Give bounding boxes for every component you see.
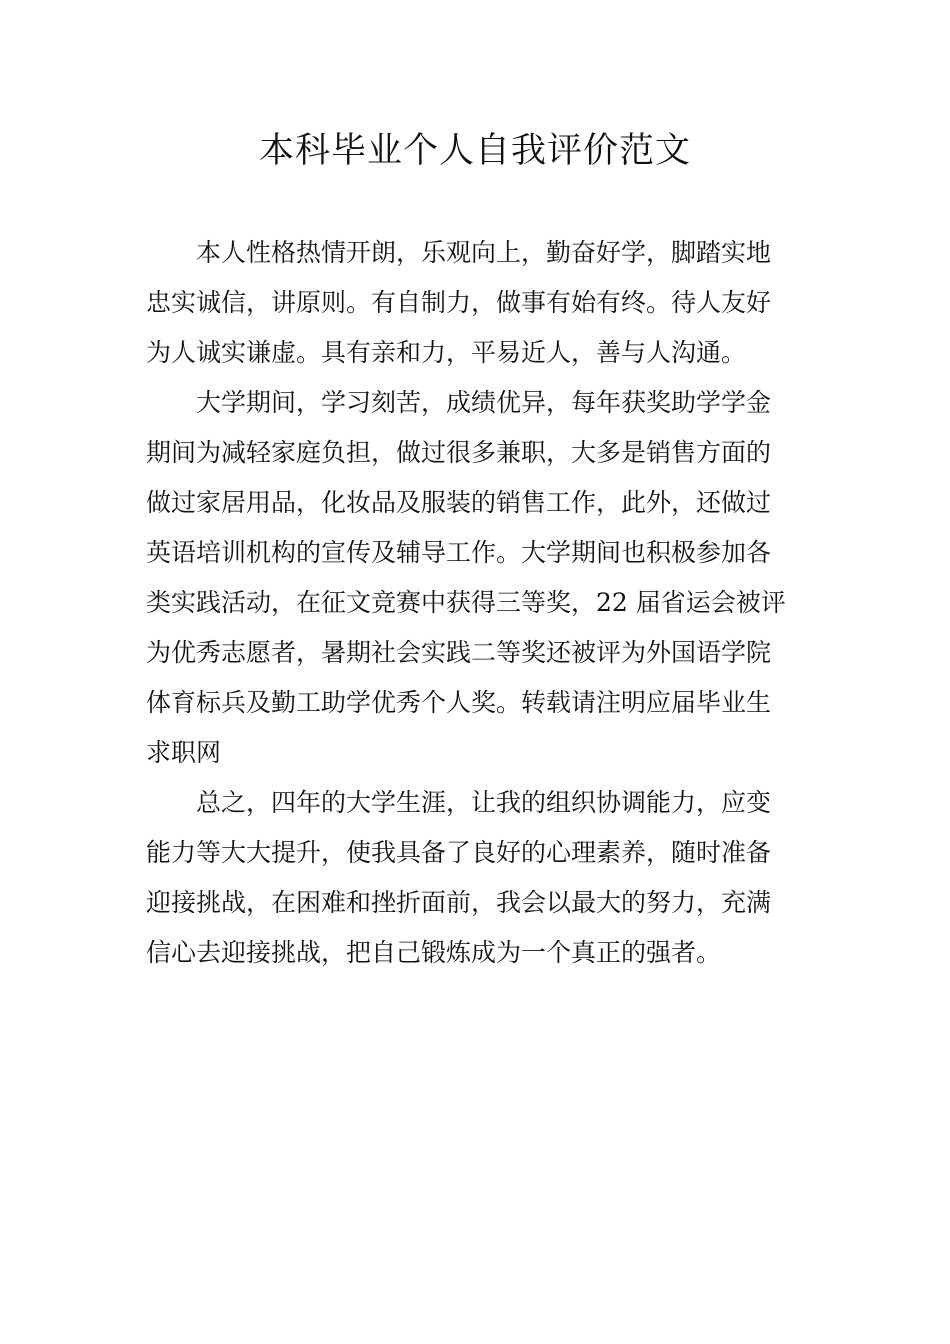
paragraph-line: 大学期间，学习刻苦，成绩优异，每年获奖助学学金 — [196, 388, 772, 417]
document-body — [146, 228, 808, 978]
paragraph-1 — [146, 228, 808, 378]
paragraph-line: 体育标兵及勤工助学优秀个人奖。转载请注明应届毕业生 — [146, 688, 772, 717]
paragraph-line: 做过家居用品，化妆品及服装的销售工作，此外，还做过 — [146, 488, 772, 517]
paragraph-2 — [146, 378, 808, 778]
document-title: 本科毕业个人自我评价范文 — [258, 131, 691, 171]
paragraph-line: 总之，四年的大学生涯，让我的组织协调能力，应变 — [196, 788, 772, 817]
paragraph-line: 期间为减轻家庭负担，做过很多兼职，大多是销售方面的 — [146, 438, 772, 467]
paragraph-3 — [146, 778, 808, 978]
paragraph-line: 信心去迎接挑战，把自己锻炼成为一个真正的强者。 — [146, 938, 722, 967]
paragraph-line: 能力等大大提升，使我具备了良好的心理素养，随时准备 — [146, 838, 772, 867]
paragraph-line: 类实践活动，在征文竞赛中获得三等奖，22 届省运会被评 — [146, 588, 786, 617]
paragraph-line: 本人性格热情开朗，乐观向上，勤奋好学，脚踏实地 — [196, 238, 772, 267]
paragraph-line: 迎接挑战，在困难和挫折面前，我会以最大的努力，充满 — [146, 888, 772, 917]
paragraph-line: 为人诚实谦虚。具有亲和力，平易近人，善与人沟通。 — [146, 338, 747, 367]
paragraph-line: 忠实诚信，讲原则。有自制力，做事有始有终。待人友好 — [146, 288, 772, 317]
paragraph-line: 求职网 — [146, 738, 222, 767]
paragraph-line: 英语培训机构的宣传及辅导工作。大学期间也积极参加各 — [146, 538, 772, 567]
paragraph-line: 为优秀志愿者，暑期社会实践二等奖还被评为外国语学院 — [146, 638, 772, 667]
